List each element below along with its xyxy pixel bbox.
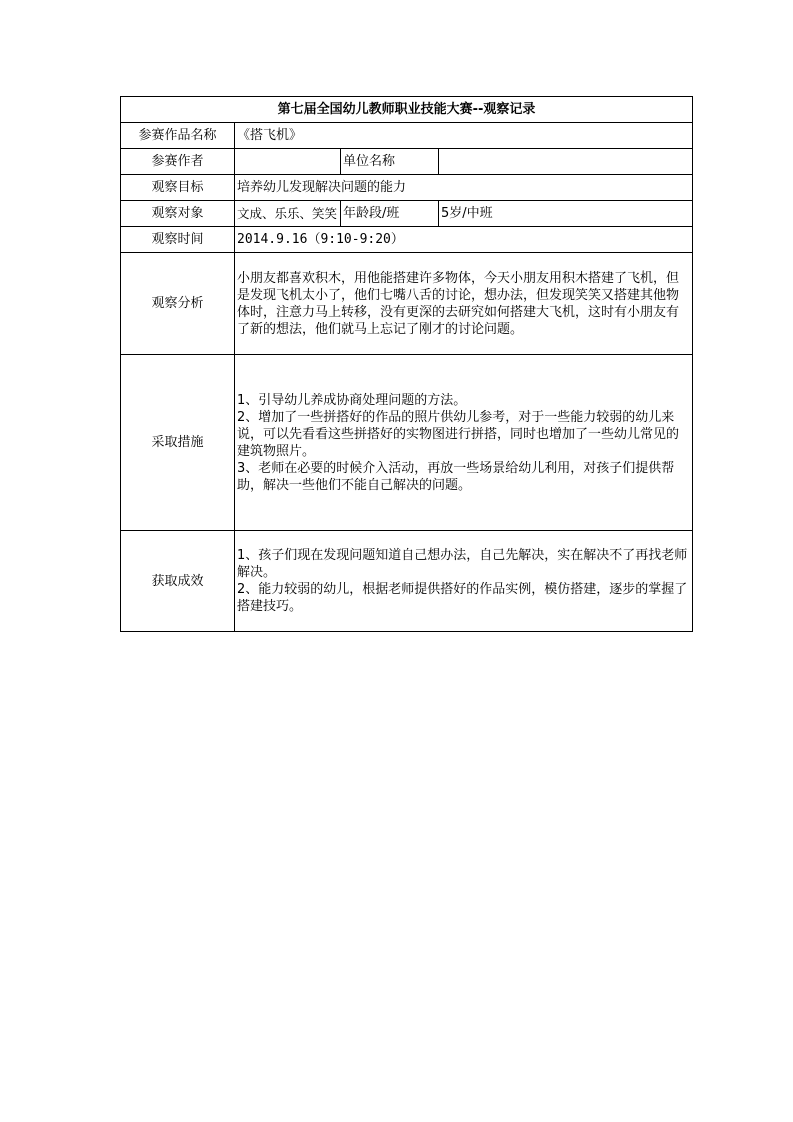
measure-item: 2、增加了一些拼搭好的作品的照片供幼儿参考，对于一些能力较弱的幼儿来说，可以先看看这些拼搭好的实物图进行拼搭，同时也增加了一些幼儿常见的建筑物照片。 — [237, 409, 680, 459]
work-name-label: 参赛作品名称 — [121, 123, 235, 149]
results-label: 获取成效 — [121, 531, 235, 632]
measure-item: 3、老师在必要的时候介入活动，再放一些场景给幼儿利用，对孩子们提供帮助，解决一些他们不能自己解决的问题。 — [237, 460, 675, 493]
goal-value: 培养幼儿发现解决问题的能力 — [235, 175, 693, 201]
analysis-text: 小朋友都喜欢积木，用他能搭建许多物体，今天小朋友用积木搭建了飞机，但是发现飞机太小了，他们七嘴八舌的讨论，想办法，但发现笑笑又搭建其他物体时，注意力马上转移，没有更深的去研究如何搭建大飞机，这时有小朋友有了新的想法，他们就马上忘记了刚才的讨论问题。 — [235, 253, 693, 355]
author-label: 参赛作者 — [121, 149, 235, 175]
document-title: 第七届全国幼儿教师职业技能大赛--观察记录 — [121, 97, 693, 123]
result-item: 2、能力较弱的幼儿，根据老师提供搭好的作品实例，模仿搭建，逐步的掌握了搭建技巧。 — [237, 582, 688, 614]
unit-name-label: 单位名称 — [341, 149, 439, 175]
age-class-label: 年龄段/班 — [341, 201, 439, 227]
unit-name-value — [439, 149, 693, 175]
observation-record-table — [120, 96, 693, 632]
age-class-value: 5岁/中班 — [439, 201, 693, 227]
measures-label: 采取措施 — [121, 355, 235, 531]
author-value — [235, 149, 341, 175]
goal-label: 观察目标 — [121, 175, 235, 201]
time-value: 2014.9.16（9:10-9:20） — [235, 227, 693, 253]
subject-label: 观察对象 — [121, 201, 235, 227]
time-label: 观察时间 — [121, 227, 235, 253]
result-item: 1、孩子们现在发现问题知道自己想办法，自己先解决，实在解决不了再找老师解决。 — [237, 548, 688, 580]
measures-content — [235, 355, 693, 531]
results-content — [235, 531, 693, 632]
subject-value: 文成、乐乐、笑笑 — [235, 201, 341, 227]
measure-item: 1、引导幼儿养成协商处理问题的方法。 — [237, 392, 467, 408]
analysis-label: 观察分析 — [121, 253, 235, 355]
work-name-value: 《搭飞机》 — [235, 123, 693, 149]
